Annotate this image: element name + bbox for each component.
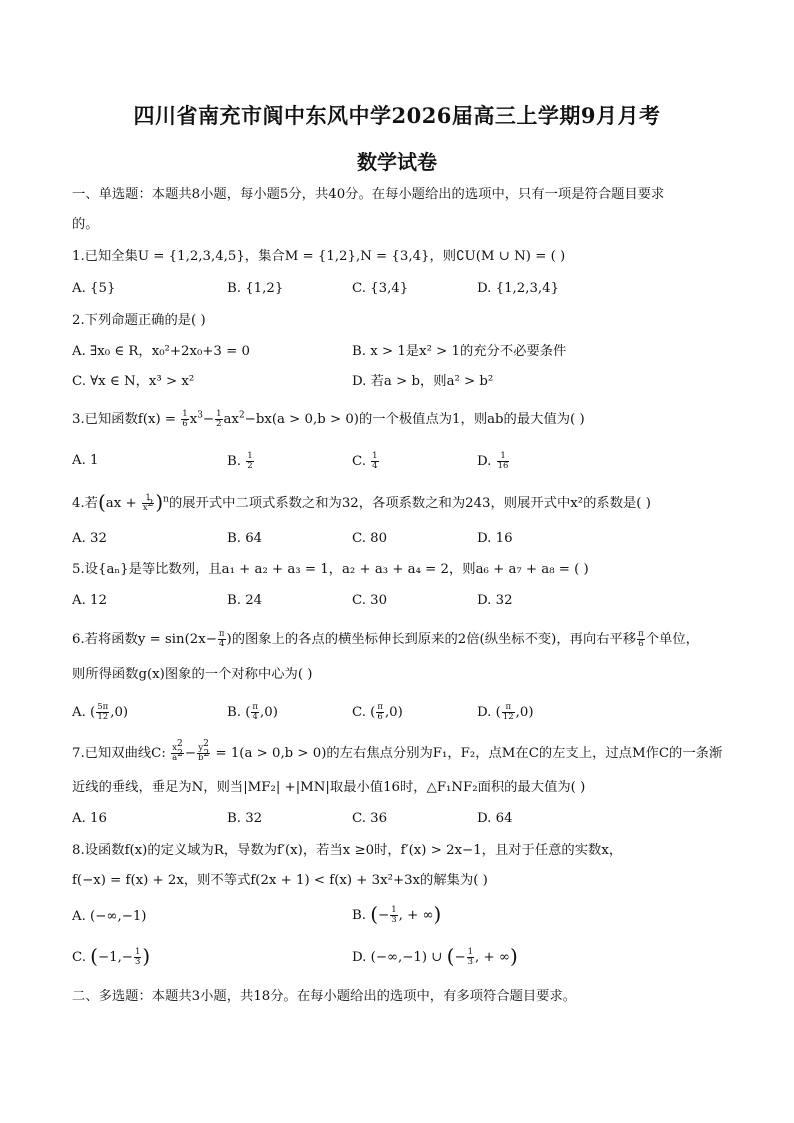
question-6-stem-line2: 则所得函数g(x)图象的一个对称中心为( ) [72,667,313,682]
q7-stem-suffix: = 1(a > 0,b > 0)的左右焦点分别为F₁，F₂，点M在C的左支上，过点M作C的一条渐 [211,746,723,761]
q6-stem-prefix: 6.若将函数y = sin(2x− [72,632,217,647]
question-1-stem: 1.已知全集U = {1,2,3,4,5}，集合M = {1,2},N = {3,4}，则∁U(M ∪ N) = ( ) [72,249,566,264]
q3-option-b: B. $\frac{1}{2}$ [227,451,253,471]
q2-option-d: D. 若a > b，则a² > b² [352,374,494,389]
section2-intro: 二、多选题：本题共3小题，共18分。在每小题给出的选项中，有多项符合题目要求。 [72,989,577,1004]
q3-option-a: A. 1 [72,453,99,468]
q4-stem-prefix: 4.若 [72,496,98,511]
q8-option-c: C. (−1,− $\frac{1}{3}$ ) [72,944,151,968]
q5-option-a: A. 12 [72,593,107,608]
q2-option-a: A. ∃x₀ ∈ R，x₀²+2x₀+3 = 0 [72,344,250,359]
q7-option-c: C. 36 [352,811,388,826]
q7-hyperbola-expression: $\frac{x^2}{a^2}$ − $\frac{y^2}{b^2}$ [172,739,210,763]
question-8-stem-line1: 8.设函数f(x)的定义域为R，导数为f′(x)，若当x ≥0时，f′(x) > 2x−1，且对于任意的实数x， [72,843,623,858]
q7-option-b: B. 32 [227,811,263,826]
q1-option-b: B. {1,2} [227,281,284,296]
q8-option-a: A. (−∞,−1) [72,909,147,924]
q4-option-d: D. 16 [477,531,513,546]
question-8-stem-line2: f(−x) = f(x) + 2x，则不等式f(2x + 1) < f(x) + 3x²+3x的解集为( ) [72,873,488,888]
q4-option-b: B. 64 [227,531,263,546]
q3-option-c: C. $\frac{1}{4}$ [352,451,378,471]
q6-option-a: A. ( $\frac{5\pi}{12}$ ,0) [72,702,129,722]
q4-option-a: A. 32 [72,531,107,546]
exam-subtitle: 数学试卷 [357,150,437,174]
q6-option-b: B. ( $\frac{\pi}{4}$ ,0) [227,702,278,722]
q4-stem-suffix: 的展开式中二项式系数之和为32，各项系数之和为243，则展开式中x²的系数是( ) [168,496,651,511]
q6-stem-middle: )的图象上的各点的横坐标伸长到原来的2倍(纵坐标不变)，再向右平移 [226,632,637,647]
q1-option-d: D. {1,2,3,4} [477,281,560,296]
q3-stem-prefix: 3.已知函数f(x) = [72,412,181,427]
q7-stem-prefix: 7.已知双曲线C: [72,746,171,761]
q2-option-c: C. ∀x ∈ N，x³ > x² [72,374,195,389]
q6-option-d: D. ( $\frac{\pi}{12}$ ,0) [477,702,534,722]
question-3-stem [72,410,585,429]
q7-option-a: A. 16 [72,811,107,826]
q6-fraction-pi-4: $\frac{\pi}{4}$ [218,629,225,649]
q5-option-c: C. 30 [352,593,388,608]
q6-option-c: C. ( $\frac{\pi}{6}$ ,0) [352,702,403,722]
q3-stem-suffix: (a > 0,b > 0)的一个极值点为1，则ab的最大值为( ) [271,412,585,427]
q8-option-b: B. (− $\frac{1}{3}$ , + ∞) [352,902,442,926]
question-7-stem-line1 [72,739,723,763]
question-4-stem [72,490,651,514]
q3-function-expression: $\frac{1}{6}$ $x^3-$ $\frac{1}{2}$ $ax^2-bx$ [182,409,272,429]
q4-binomial-expression: (ax + $\frac{1}{x^2}$ )$^n$ [97,490,169,514]
q5-option-d: D. 32 [477,593,513,608]
exam-title: 四川省南充市阆中东风中学2026届高三上学期9月月考 [133,103,661,128]
section1-intro-line2: 的。 [72,217,99,232]
question-7-stem-line2: 近线的垂线，垂足为N，则当|MF₂| +|MN|取最小值16时，△F₁NF₂面积的最大值为( ) [72,780,586,795]
q3-option-d: D. $\frac{1}{16}$ [477,451,509,471]
question-5-stem: 5.设{aₙ}是等比数列，且a₁ + a₂ + a₃ = 1，a₂ + a₃ + a₄ = 2，则a₆ + a₇ + a₈ = ( ) [72,562,589,577]
q2-option-b: B. x > 1是x² > 1的充分不必要条件 [352,344,567,359]
section1-intro-line1: 一、单选题：本题共8小题，每小题5分，共40分。在每小题给出的选项中，只有一项是符合题目要求 [72,187,665,202]
q8-option-d: D. (−∞,−1) ∪ (− $\frac{1}{3}$ , + ∞) [352,944,518,968]
q7-option-d: D. 64 [477,811,513,826]
question-2-stem: 2.下列命题正确的是( ) [72,313,206,328]
q6-fraction-pi-6: $\frac{\pi}{6}$ [638,629,644,649]
q1-option-a: A. {5} [72,281,116,296]
q4-option-c: C. 80 [352,531,388,546]
question-6-stem-line1 [72,630,699,649]
q6-stem-suffix: 个单位， [645,632,699,647]
q1-option-c: C. {3,4} [352,281,409,296]
q5-option-b: B. 24 [227,593,263,608]
